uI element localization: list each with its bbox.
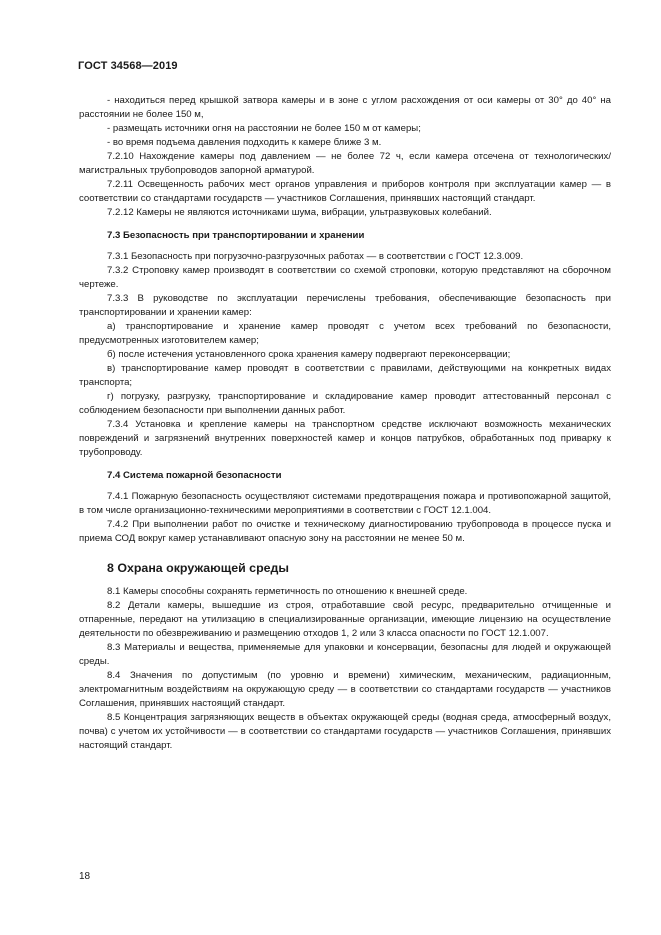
clause-7-2-10: 7.2.10 Нахождение камеры под давлением — не более 72 ч, если камера отсечена от технологических/магистральных трубопроводов запорной арматурой. <box>79 151 611 176</box>
clause-8-4: 8.4 Значения по допустимым (по уровню и времени) химическим, механическим, радиационным, электромагнитным воздействиям на окружающую среду — в соответствии со стандартами государств — участников Соглашения, принявших настоящий стандарт. <box>79 670 611 709</box>
clause-7-3-2: 7.3.2 Строповку камер производят в соответствии со схемой строповки, которую представляют на сборочном чертеже. <box>79 265 611 290</box>
list-item: в) транспортирование камер проводят в соответствии с правилами, действующими на конкретных видах транспорта; <box>79 363 611 388</box>
list-item: - во время подъема давления подходить к камере ближе 3 м. <box>107 137 382 148</box>
clause-8-3: 8.3 Материалы и вещества, применяемые для упаковки и консервации, безопасны для людей и окружающей среды. <box>79 642 611 667</box>
section-heading-7-3: 7.3 Безопасность при транспортировании и хранении <box>107 230 365 241</box>
list-item: а) транспортирование и хранение камер проводят с учетом всех требований по безопасности, предусмотренных изготовителем камер; <box>79 321 611 346</box>
list-item: - находиться перед крышкой затвора камеры и в зоне с углом расхождения от оси камеры от 30° до 40° на расстоянии не более 150 м, <box>79 95 611 120</box>
section-heading-8: 8 Охрана окружающей среды <box>107 561 289 575</box>
clause-7-2-12: 7.2.12 Камеры не являются источниками шума, вибрации, ультразвуковых колебаний. <box>107 207 492 218</box>
clause-8-1: 8.1 Камеры способны сохранять герметичность по отношению к внешней среде. <box>107 586 468 597</box>
list-item: - размещать источники огня на расстоянии не более 150 м от камеры; <box>107 123 421 134</box>
clause-7-4-1: 7.4.1 Пожарную безопасность осуществляют системами предотвращения пожара и противопожарной защитой, в том числе организационно-техническими мероприятиями в соответствии с ГОСТ 12.1.004. <box>79 491 611 516</box>
section-heading-7-4: 7.4 Система пожарной безопасности <box>107 470 282 481</box>
list-item: г) погрузку, разгрузку, транспортирование и складирование камер проводит аттестованный персонал с соблюдением безопасности при выполнении данных работ. <box>79 391 611 416</box>
page-number: 18 <box>79 871 91 882</box>
clause-7-2-11: 7.2.11 Освещенность рабочих мест органов управления и приборов контроля при эксплуатации камер — в соответствии со стандартами государств — участников Соглашения, принявших настоящий стандарт. <box>79 179 611 204</box>
clause-8-5: 8.5 Концентрация загрязняющих веществ в объектах окружающей среды (водная среда, атмосферный воздух, почва) с учетом их устойчивости — в соответствии со стандартами государств — участников Соглашения, принявших настоящий стандарт. <box>79 712 611 751</box>
clause-7-3-1: 7.3.1 Безопасность при погрузочно-разгрузочных работах — в соответствии с ГОСТ 12.3.009. <box>107 251 524 262</box>
list-item: б) после истечения установленного срока хранения камеру подвергают переконсервации; <box>107 349 511 360</box>
clause-7-4-2: 7.4.2 При выполнении работ по очистке и техническому диагностированию трубопровода в процессе пуска и приема СОД вокруг камер устанавливают опасную зону на расстоянии не менее 50 м. <box>79 519 611 544</box>
clause-7-3-4: 7.3.4 Установка и крепление камеры на транспортном средстве исключают возможность механических повреждений и загрязнений внутренних поверхностей камер и концов патрубков, обработанных под приварку к трубопроводу. <box>79 419 611 458</box>
page-body <box>79 94 611 753</box>
standard-header: ГОСТ 34568—2019 <box>78 60 178 72</box>
clause-7-3-3: 7.3.3 В руководстве по эксплуатации перечислены требования, обеспечивающие безопасность при транспортировании и хранении камер: <box>79 293 611 318</box>
clause-8-2: 8.2 Детали камеры, вышедшие из строя, отработавшие свой ресурс, предварительно отчищенные и отпаренные, передают на утилизацию в специализированные организации, имеющие лицензию на осуществление деятельности по обезвреживанию и размещению отходов 1, 2 или 3 класса опасности по ГОСТ 12.1.007. <box>79 600 611 639</box>
